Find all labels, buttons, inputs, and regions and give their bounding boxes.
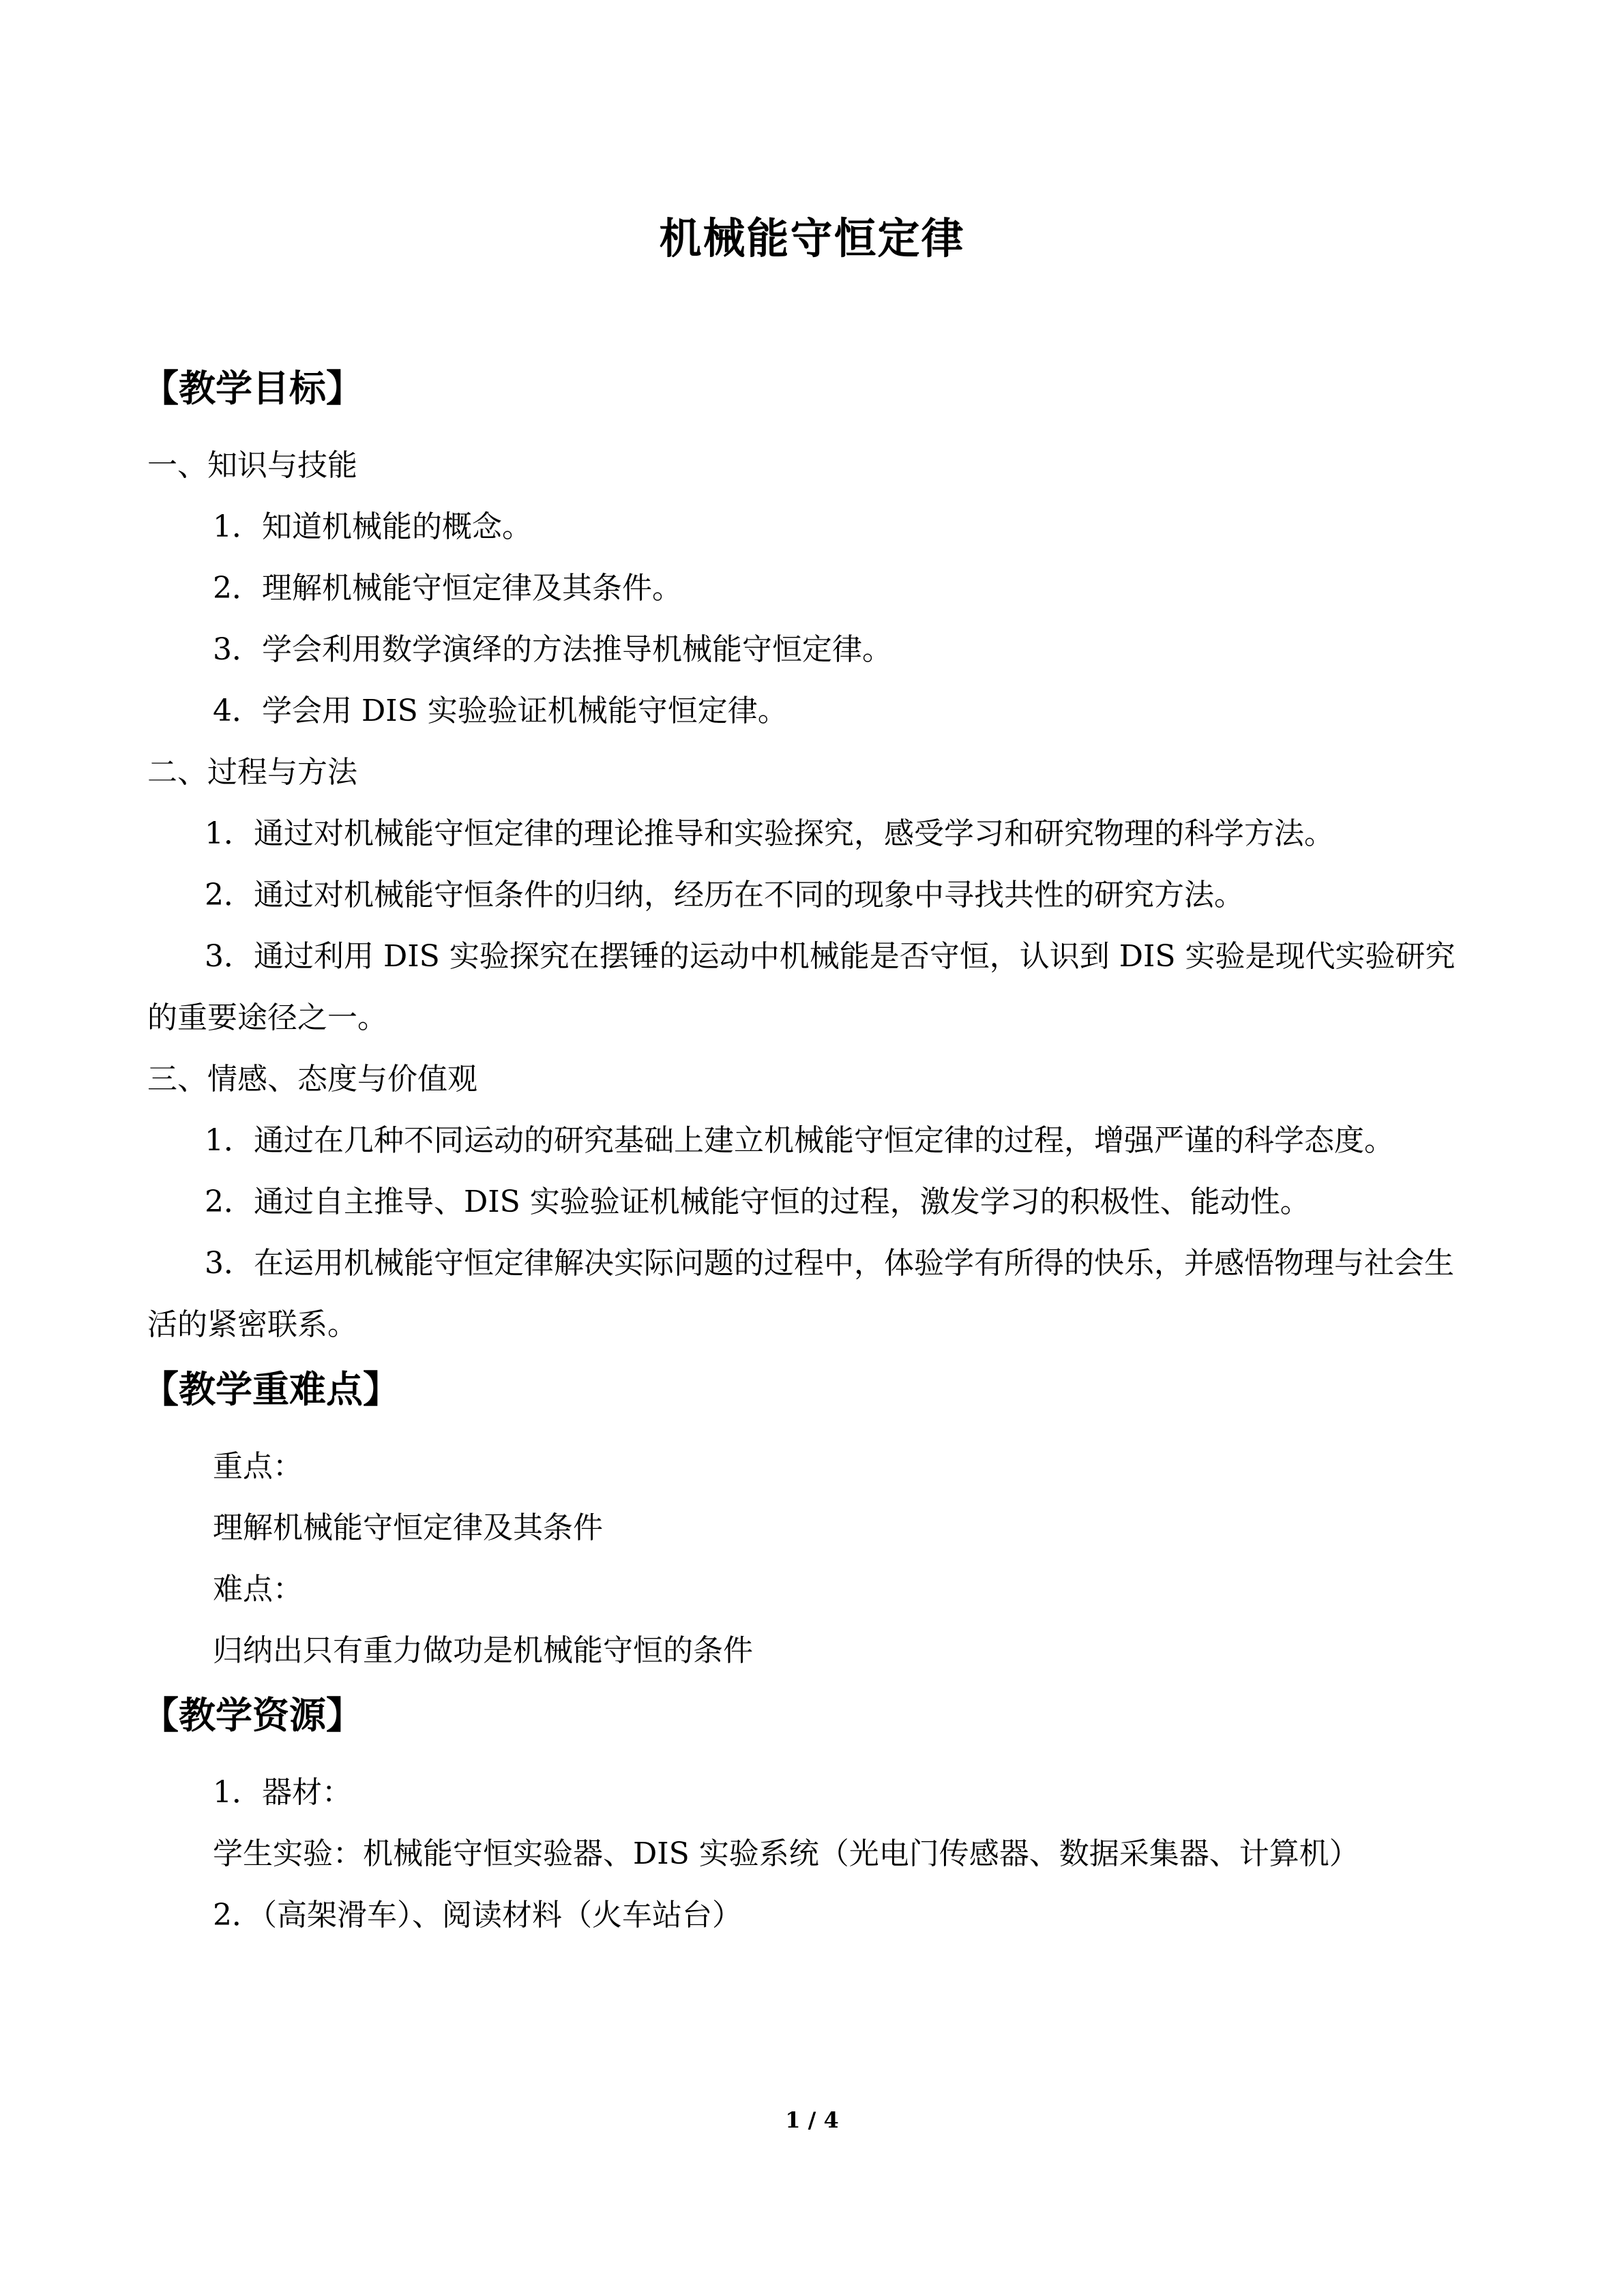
document-body — [142, 355, 1477, 1946]
document-title: 机械能守恒定律 — [659, 213, 965, 263]
resource-item-label: 1．器材： — [213, 1775, 352, 1810]
list-item: 1．通过在几种不同运动的研究基础上建立机械能守恒定律的过程，增强严谨的科学态度。 — [205, 1123, 1394, 1158]
list-item: 2．通过对机械能守恒条件的归纳，经历在不同的现象中寻找共性的研究方法。 — [205, 878, 1244, 912]
key-point-label: 重点： — [213, 1449, 303, 1484]
list-item: 2．通过自主推导、DIS 实验验证机械能守恒的过程，激发学习的积极性、能动性。 — [205, 1184, 1310, 1219]
resource-item-text: 2．（高架滑车）、阅读材料（火车站台） — [213, 1898, 742, 1933]
subsection-heading-knowledge: 一、知识与技能 — [147, 448, 357, 483]
difficulty-label: 难点： — [213, 1572, 303, 1607]
list-item: 1．通过对机械能守恒定律的理论推导和实验探究，感受学习和研究物理的科学方法。 — [205, 816, 1334, 851]
subsection-heading-attitude: 三、情感、态度与价值观 — [147, 1062, 477, 1097]
list-item: 3．在运用机械能守恒定律解决实际问题的过程中，体验学有所得的快乐，并感悟物理与社会生活的紧密联系。 — [147, 1246, 1454, 1342]
section-heading-objectives: 【教学目标】 — [142, 367, 363, 410]
section-heading-keypoints: 【教学重难点】 — [142, 1368, 400, 1411]
list-item: 4．学会用 DIS 实验验证机械能守恒定律。 — [213, 694, 788, 728]
resource-item-text: 学生实验：机械能守恒实验器、DIS 实验系统（光电门传感器、数据采集器、计算机） — [213, 1836, 1359, 1871]
key-point-text: 理解机械能守恒定律及其条件 — [213, 1510, 603, 1545]
section-heading-resources: 【教学资源】 — [142, 1694, 363, 1737]
list-item: 3．学会利用数学演绎的方法推导机械能守恒定律。 — [213, 632, 892, 667]
difficulty-text: 归纳出只有重力做功是机械能守恒的条件 — [213, 1633, 753, 1668]
list-item: 3．通过利用 DIS 实验探究在摆锤的运动中机械能是否守恒，认识到 DIS 实验是现代实验研究的重要途径之一。 — [147, 939, 1456, 1035]
page-number: 1 / 4 — [785, 2107, 839, 2133]
list-item: 2．理解机械能守恒定律及其条件。 — [213, 571, 682, 606]
subsection-heading-process: 二、过程与方法 — [147, 755, 357, 790]
list-item: 1．知道机械能的概念。 — [213, 509, 532, 544]
